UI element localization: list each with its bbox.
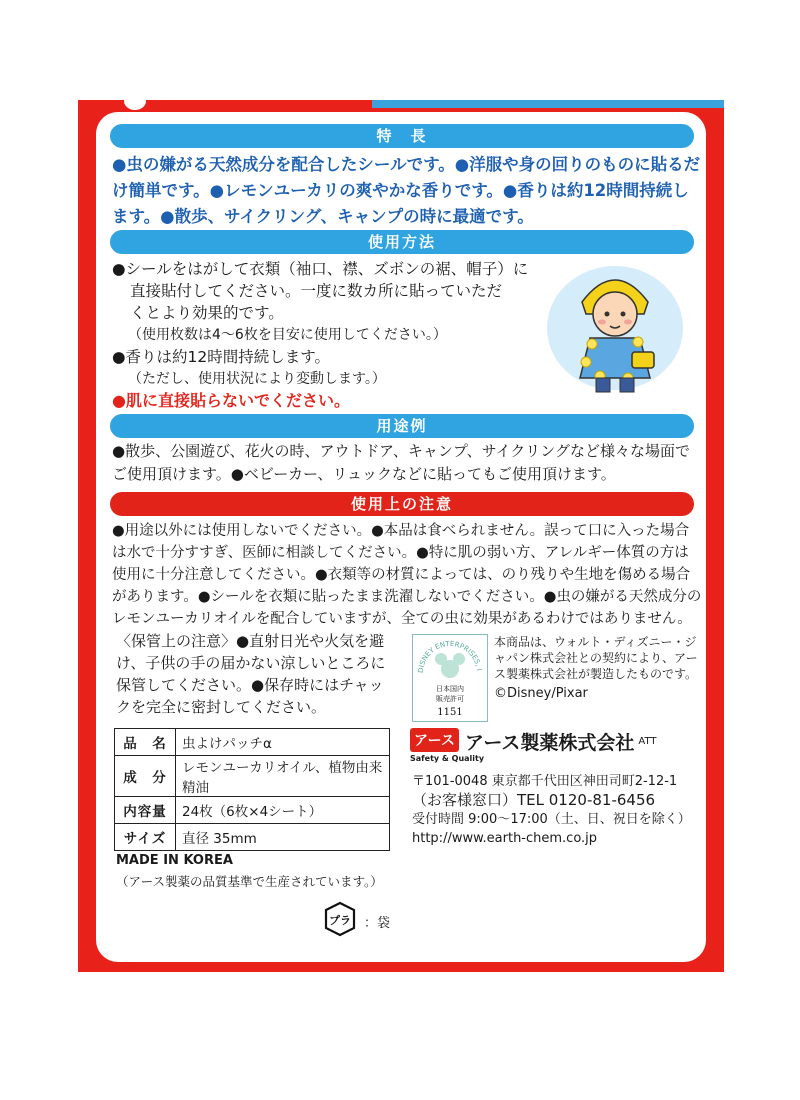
company-address: 〒101-0048 東京都千代田区神田司町2-12-1 bbox=[412, 774, 678, 789]
spec-value: レモンユーカリオイル、植物由来精油 bbox=[176, 756, 390, 797]
quality-note: （アース製薬の品質基準で生産されています。） bbox=[116, 874, 383, 889]
spec-key: サイズ bbox=[115, 824, 176, 851]
usage-banner: 使用方法 bbox=[110, 230, 694, 254]
spec-key: 品 名 bbox=[115, 729, 176, 756]
company-tagline: Safety & Quality bbox=[410, 754, 485, 763]
usage-item-1-line2: 直接貼付してください。一度に数カ所に貼っていただ bbox=[130, 282, 503, 300]
spec-value: 直径 35mm bbox=[176, 824, 390, 851]
company-tel: （お客様窓口）TEL 0120-81-6456 bbox=[412, 791, 656, 809]
spec-key: 内容量 bbox=[115, 797, 176, 824]
usage-block bbox=[112, 258, 552, 412]
usage-note-2: （ただし、使用状況により変動します。） bbox=[128, 371, 386, 387]
child-illustration bbox=[540, 250, 690, 400]
spec-row bbox=[115, 756, 390, 797]
caution-banner: 使用上の注意 bbox=[110, 492, 694, 516]
disney-seal bbox=[412, 634, 488, 722]
features-text: ●虫の嫌がる天然成分を配合したシールです。●洋服や身の回りのものに貼るだけ簡単です。●レモンユーカリの爽やかな香りです。●香りは約12時間持続します。●散歩、サイクリング、キャンプの時に最適です。 bbox=[112, 155, 701, 226]
recycle-label: プラ bbox=[329, 914, 351, 927]
company-url: http://www.earth-chem.co.jp bbox=[412, 831, 598, 846]
company-logo bbox=[410, 728, 710, 768]
storage-text: 〈保管上の注意〉●直射日光や火気を避け、子供の手の届かない涼しいところに保管してください。●保存時にはチャックを完全に密封してください。 bbox=[116, 632, 386, 716]
spec-row bbox=[115, 797, 390, 824]
seal-label-1: 日本国内 bbox=[436, 685, 464, 693]
spec-row bbox=[115, 729, 390, 756]
spec-key: 成 分 bbox=[115, 756, 176, 797]
usage-item-1: ●シールをはがして衣類（袖口、襟、ズボンの裾、帽子）に bbox=[112, 260, 529, 278]
seal-number: 1151 bbox=[437, 707, 463, 718]
company-hours: 受付時間 9:00〜17:00（土、日、祝日を除く） bbox=[412, 812, 691, 827]
uses-text: ●散歩、公園遊び、花火の時、アウトドア、キャンプ、サイクリングなど様々な場面でご使用頂けます。●ベビーカー、リュックなどに貼ってもご使用頂けます。 bbox=[112, 442, 690, 483]
spec-table bbox=[114, 728, 390, 851]
copyright: ©Disney/Pixar bbox=[494, 686, 588, 701]
usage-note-1: （使用枚数は4〜6枚を目安に使用してください。） bbox=[128, 327, 447, 343]
pla-recycle-icon bbox=[320, 900, 360, 938]
spec-value: 虫よけパッチα bbox=[176, 729, 390, 756]
company-suffix: ATT bbox=[638, 736, 657, 747]
seal-label-2: 販売許可 bbox=[436, 695, 464, 703]
recycle-material: ：袋 bbox=[364, 916, 391, 931]
license-block bbox=[494, 634, 704, 702]
usage-item-1-line3: くとより効果的です。 bbox=[130, 304, 284, 322]
company-contact bbox=[412, 772, 712, 848]
uses-banner: 用途例 bbox=[110, 414, 694, 438]
usage-warning: ●肌に直接貼らないでください。 bbox=[112, 391, 350, 410]
logo-mark: アース bbox=[410, 728, 459, 752]
features-banner: 特 長 bbox=[110, 124, 694, 148]
company-name: アース製薬株式会社 bbox=[464, 732, 635, 754]
top-decoration bbox=[124, 92, 146, 110]
caution-text: ●用途以外には使用しないでください。●本品は食べられません。誤って口に入った場合は水で十分すすぎ、医師に相談してください。●特に肌の弱い方、アレルギー体質の方は使用に十分注意してください。●衣類等の材質によっては、のり残りや生地を傷める場合があります。●シールを衣類に貼ったまま洗濯しないでください。●虫の嫌がる天然成分のレモンユーカリオイルを配合していますが、全ての虫に効果があるわけではありません。 bbox=[112, 523, 702, 627]
disney-seal-icon bbox=[413, 635, 487, 721]
seal-arc-text: DISNEY ENTERPRISES, I bbox=[416, 639, 483, 674]
made-in: MADE IN KOREA bbox=[116, 853, 233, 868]
usage-item-2: ●香りは約12時間持続します。 bbox=[112, 348, 331, 366]
spec-row bbox=[115, 824, 390, 851]
license-text: 本商品は、ウォルト・ディズニー・ジャパン株式会社との契約により、アース製薬株式会社が製造したものです。 bbox=[494, 635, 698, 681]
top-blue-strip bbox=[372, 100, 724, 108]
spec-value: 24枚（6枚×4シート） bbox=[176, 797, 390, 824]
